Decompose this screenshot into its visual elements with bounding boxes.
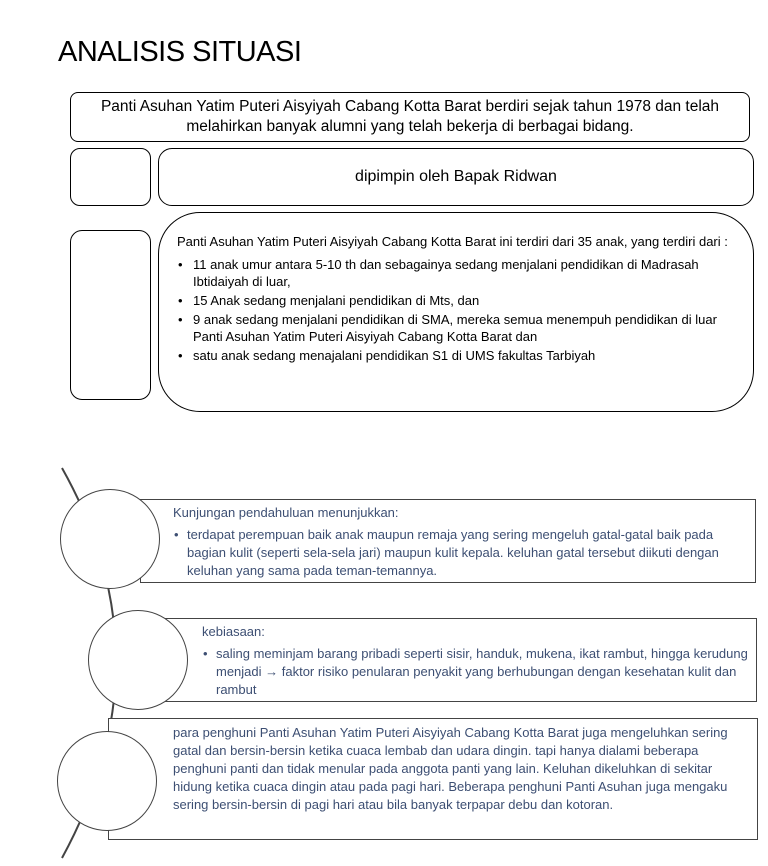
- left-placeholder-box-1: [70, 148, 151, 206]
- finding-2-heading: kebiasaan:: [202, 624, 265, 639]
- finding-1-heading: Kunjungan pendahuluan menunjukkan:: [173, 505, 399, 520]
- finding-2-list: [202, 645, 756, 699]
- intro-text: Panti Asuhan Yatim Puteri Aisyiyah Cabang Kotta Barat berdiri sejak tahun 1978 dan telah melahirkan banyak alumni yang telah bekerja di berbagai bidang.: [100, 98, 720, 135]
- details-item: • 15 Anak sedang menjalani pendidikan di Mts, dan: [191, 292, 737, 309]
- timeline-circle-1: [60, 489, 160, 589]
- details-item: • 9 anak sedang menjalani pendidikan di SMA, mereka semua menempuh pendidikan di luar Panti Asuhan Yatim Puteri Aisyiyah Cabang Kotta Barat dan: [191, 311, 737, 345]
- details-heading: Panti Asuhan Yatim Puteri Aisyiyah Cabang Kotta Barat ini terdiri dari 35 anak, yang terdiri dari :: [177, 234, 728, 249]
- left-placeholder-box-2: [70, 230, 151, 400]
- details-item: • satu anak sedang menajalani pendidikan S1 di UMS fakultas Tarbiyah: [191, 347, 737, 364]
- finding-box-2: [165, 618, 757, 702]
- finding-box-3: [108, 718, 758, 840]
- details-item: • 11 anak umur antara 5-10 th dan sebagainya sedang menjalani pendidikan di Madrasah Ibtidaiyah di luar,: [191, 256, 737, 290]
- leader-box: [158, 148, 754, 206]
- details-list: [177, 256, 737, 364]
- finding-3-text: para penghuni Panti Asuhan Yatim Puteri Aisyiyah Cabang Kotta Barat juga mengeluhkan sering gatal dan bersin-bersin ketika cuaca lembab dan udara dingin. tapi hanya dialami beberapa penghuni panti dan tidak menular pada anggota panti yang lain. Keluhan dikeluhkan di sekitar hidung ketika cuaca dingin atau pada pagi hari. Beberapa penghuni Panti Asuhan juga mengaku sering bersin-bersin di pagi hari atau bila banyak terpapar debu dan kotoran.: [173, 725, 728, 812]
- finding-box-1: [140, 499, 756, 583]
- finding-1-list: [173, 526, 743, 580]
- page-title: ANALISIS SITUASI: [58, 36, 302, 68]
- leader-text: dipimpin oleh Bapak Ridwan: [355, 168, 557, 185]
- finding-1-bullet: • terdapat perempuan baik anak maupun remaja yang sering mengeluh gatal-gatal baik pada bagian kulit (seperti sela-sela jari) maupun kulit kepala. keluhan gatal tersebut diikuti dengan keluhan yang sama pada teman-temannya.: [187, 526, 743, 580]
- timeline-circle-3: [57, 731, 157, 831]
- finding-2-bullet: • saling meminjam barang pribadi seperti sisir, handuk, mukena, ikat rambut, hingga kerudung menjadi → faktor risiko penularan penyakit yang berhubungan dengan kesehatan kulit dan rambut: [216, 645, 756, 699]
- intro-box: [70, 92, 750, 142]
- details-box: [158, 212, 754, 412]
- timeline-circle-2: [88, 610, 188, 710]
